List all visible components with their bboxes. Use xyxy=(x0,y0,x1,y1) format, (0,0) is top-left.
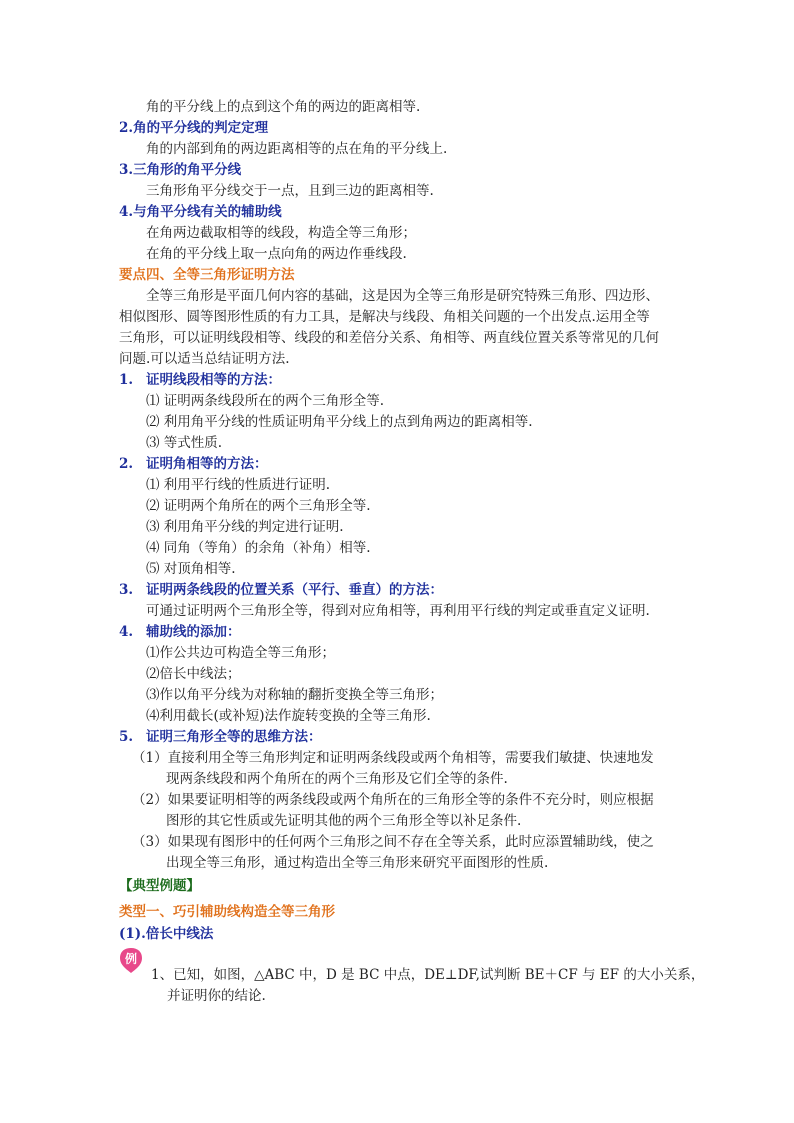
heading-number: 3. xyxy=(119,162,134,178)
heading-text: 辅助线的添加： xyxy=(145,624,241,640)
text-line: 在角的平分线上取一点向角的两边作垂线段. xyxy=(146,246,407,262)
list-item: ⑶作以角平分线为对称轴的翻折变换全等三角形； xyxy=(146,687,443,703)
list-item: ⑴作公共边可构造全等三角形； xyxy=(146,645,335,661)
list-item: ⑵倍长中线法； xyxy=(146,666,241,682)
method-heading xyxy=(119,623,240,641)
heading-number: 2. xyxy=(119,120,134,136)
heading-number: 1. xyxy=(119,372,134,388)
paragraph-line: 问题.可以适当总结证明方法. xyxy=(119,351,290,367)
example-badge-label: 例 xyxy=(124,952,138,966)
list-item: （3）如果现有图形中的任何两个三角形之间不存在全等关系，此时应添置辅助线，使之 xyxy=(132,834,654,850)
heading-text: 角的平分线的判定定理 xyxy=(133,120,269,136)
list-item: ⑴ 利用平行线的性质进行证明. xyxy=(146,477,331,493)
list-item: （2）如果要证明相等的两条线段或两个角所在的三角形全等的条件不充分时，则应根据 xyxy=(132,792,654,808)
text-line: 可通过证明两个三角形全等，得到对应角相等，再利用平行线的判定或垂直定义证明. xyxy=(146,603,650,619)
heading-text: 证明两条线段的位置关系（平行、垂直）的方法： xyxy=(145,582,443,598)
list-item: ⑴ 证明两条线段所在的两个三角形全等. xyxy=(146,393,385,409)
heading-text: 证明角相等的方法： xyxy=(145,456,268,472)
method-heading xyxy=(119,455,267,473)
heading-text: 证明三角形全等的思维方法： xyxy=(145,729,322,745)
text-line: 角的平分线上的点到这个角的两边的距离相等. xyxy=(146,99,421,115)
text-line: 角的内部到角的两边距离相等的点在角的平分线上. xyxy=(146,141,448,157)
text-line: 三角形角平分线交于一点，且到三边的距离相等. xyxy=(146,183,434,199)
section-heading xyxy=(119,203,282,221)
list-item: ⑵ 利用角平分线的性质证明角平分线上的点到角两边的距离相等. xyxy=(146,414,533,430)
list-item: ⑷ 同角（等角）的余角（补角）相等. xyxy=(146,540,371,556)
heading-number: 5. xyxy=(119,729,134,745)
paragraph-line: 相似图形、圆等图形性质的有力工具，是解决与线段、角相关问题的一个出发点.运用全等 xyxy=(119,309,650,325)
list-item: ⑵ 证明两个角所在的两个三角形全等. xyxy=(146,498,371,514)
method-heading xyxy=(119,581,443,599)
example-question-continuation: 并证明你的结论. xyxy=(167,988,266,1004)
list-item-continuation: 出现全等三角形，通过构造出全等三角形来研究平面图形的性质. xyxy=(166,855,549,871)
heading-text: 证明线段相等的方法： xyxy=(145,372,281,388)
section-heading xyxy=(119,119,268,137)
heading-number: 2. xyxy=(119,456,134,472)
heading-number: 3. xyxy=(119,582,134,598)
list-item-continuation: 现两条线段和两个角所在的两个三角形及它们全等的条件. xyxy=(166,771,508,787)
paragraph-line: 全等三角形是平面几何内容的基础，这是因为全等三角形是研究特殊三角形、四边形、 xyxy=(146,288,659,304)
heading-text: 三角形的角平分线 xyxy=(133,162,242,178)
heading-number: 4. xyxy=(119,624,134,640)
list-item: ⑸ 对顶角相等. xyxy=(146,561,236,577)
method-heading xyxy=(119,728,321,746)
paragraph-line: 三角形，可以证明线段相等、线段的和差倍分关系、角相等、两直线位置关系等常见的几何 xyxy=(119,330,659,346)
heading-number: 4. xyxy=(119,204,134,220)
list-item: ⑷利用截长(或补短)法作旋转变换的全等三角形. xyxy=(146,708,431,724)
method-heading xyxy=(119,371,281,389)
key-point-heading: 要点四、全等三角形证明方法 xyxy=(119,267,295,283)
example-question: 1、已知，如图，△ABC 中，D 是 BC 中点，DE⊥DF,试判断 BE＋CF 与 EF 的大小关系， xyxy=(151,967,705,983)
list-item: ⑶ 等式性质. xyxy=(146,435,223,451)
text-line: 在角两边截取相等的线段，构造全等三角形； xyxy=(146,225,416,241)
list-item: （1）直接利用全等三角形判定和证明两条线段或两个角相等，需要我们敏捷、快速地发 xyxy=(132,750,654,766)
section-heading xyxy=(119,161,241,179)
list-item: ⑶ 利用角平分线的判定进行证明. xyxy=(146,519,344,535)
heading-text: 与角平分线有关的辅助线 xyxy=(133,204,282,220)
type-heading: 类型一、巧引辅助线构造全等三角形 xyxy=(119,904,335,920)
example-badge-icon xyxy=(119,946,143,974)
method-subheading: (1).倍长中线法 xyxy=(119,926,214,942)
examples-heading: 【典型例题】 xyxy=(119,878,200,894)
list-item-continuation: 图形的其它性质或先证明其他的两个三角形全等以补足条件. xyxy=(166,813,522,829)
